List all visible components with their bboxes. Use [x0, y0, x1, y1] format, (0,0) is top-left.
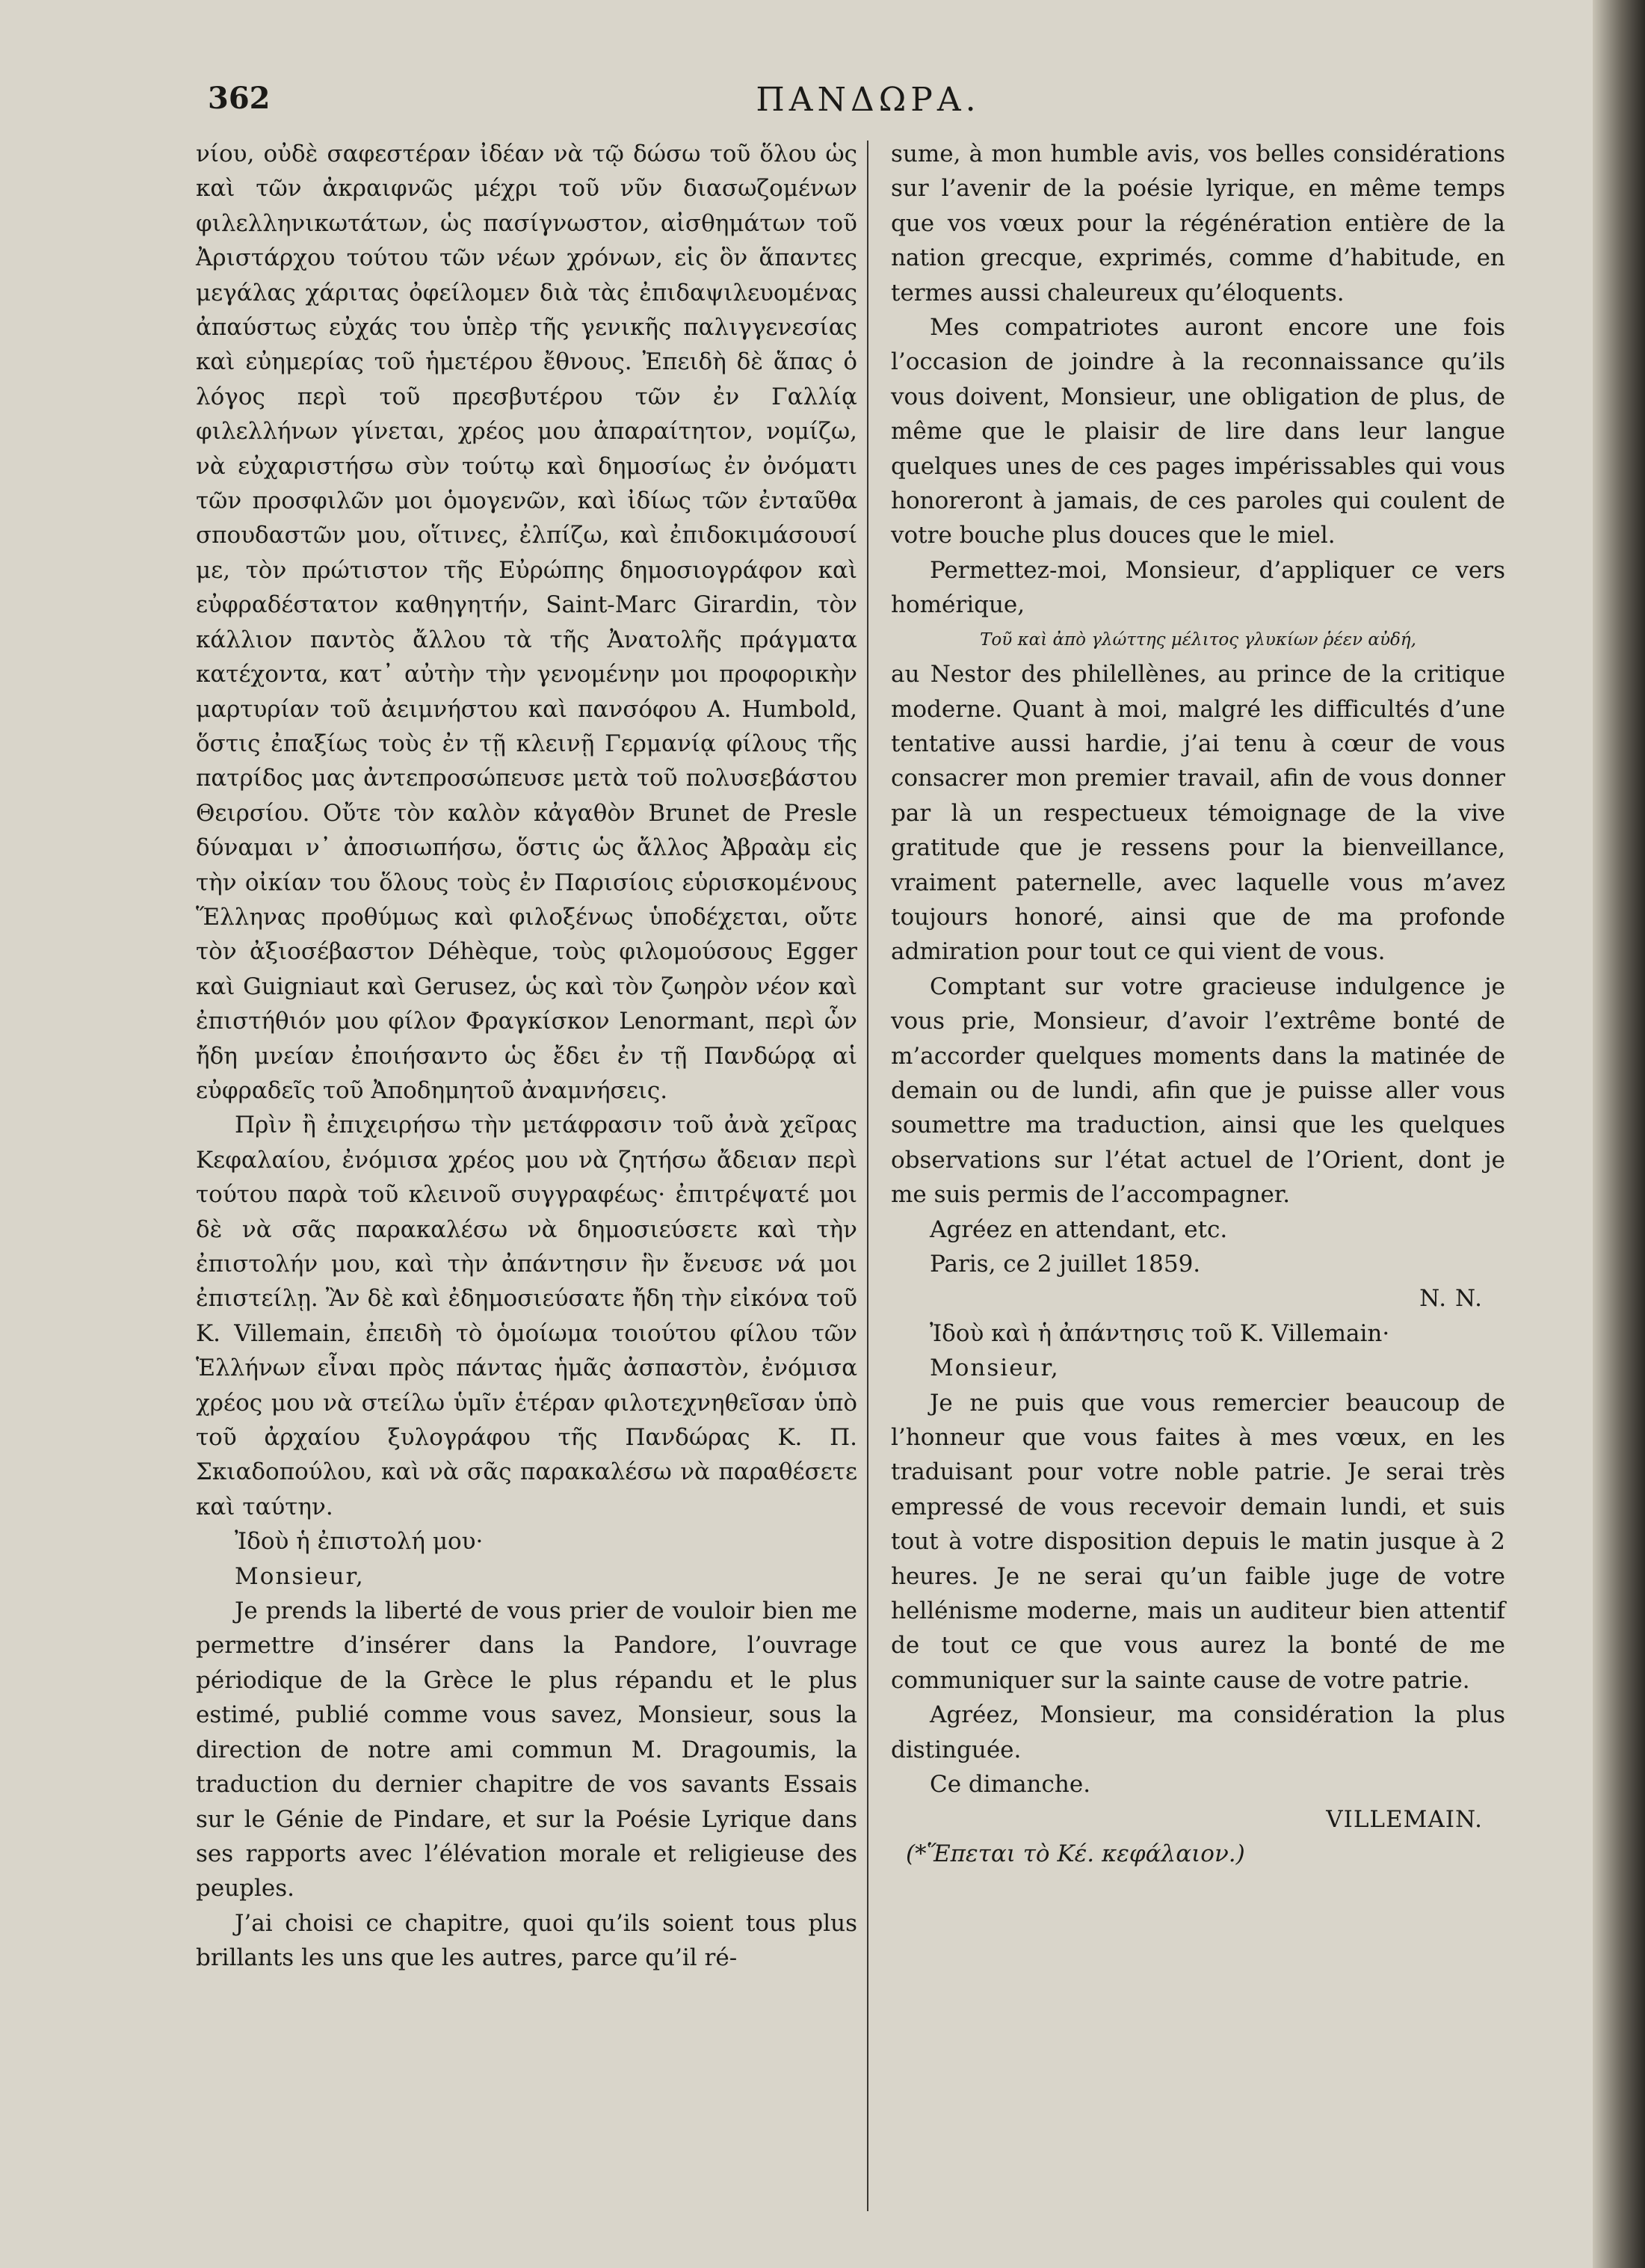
page-number: 362 [208, 81, 271, 116]
salutation: Monsieur, [930, 1355, 1060, 1382]
paragraph: au Nestor des philellènes, au prince de la critique moderne. Quant à moi, malgré les difficultés d’une tentative aussi hardie, j’ai tenu à cœur de vous consacrer mon premier travail, afin de vous donner par là un respectueux témoignage de la vive gratitude que je ressens pour la bienveillance, vraiment paternelle, avec laquelle vous m’avez toujours honoré, ainsi que de ma profonde admiration pour tout ce qui vient de vous. [891, 661, 1505, 966]
paragraph: Monsieur, [235, 1562, 365, 1590]
paragraph: Mes compatriotes auront encore une fois l’occasion de joindre à la reconnaissance qu’ils vous doivent, Monsieur, une obligation de plus, de même que le plaisir de lire dans leur langue quelques unes de ces pages impérissables qui vous honoreront à jamais, de ces paroles qui coulent de votre bouche plus douces que le miel. [891, 314, 1505, 549]
paragraph: Ἰδοὺ ἡ ἐπιστολή μου· [235, 1528, 484, 1556]
paragraph: Ἰδοὺ καὶ ἡ ἀπάντησις τοῦ Κ. Villemain· [930, 1319, 1390, 1347]
paragraph: νίου, οὐδὲ σαφεστέραν ἰδέαν νὰ τῷ δώσω τοῦ ὅλου ὡς καὶ τῶν ἀκραιφνῶς μέχρι τοῦ νῦν διασωζομένων φιλελληνικωτάτων, ὡς πασίγνωστον, αἰσθημάτων τοῦ Ἀριστάρχου τούτου τῶν νέων χρόνων, εἰς ὃν ἅπαντες μεγάλας χάριτας ὀφείλομεν διὰ τὰς ἐπιδαψιλευομένας ἀπαύστως εὐχάς του ὑπὲρ τῆς γενικῆς παλιγγενεσίας καὶ εὐημερίας τοῦ ἡμετέρου ἔθνους. Ἐπειδὴ δὲ ἅπας ὁ λόγος περὶ τοῦ πρεσβυτέρου τῶν ἐν Γαλλίᾳ φιλελλήνων γίνεται, χρέος μου ἀπαραίτητον, νομίζω, νὰ εὐχαριστήσω σὺν τούτῳ καὶ δημοσίως ἐν ὀνόματι τῶν προσφιλῶν μοι ὁμογενῶν, καὶ ἰδίως τῶν ἐνταῦθα σπουδαστῶν μου, οἵτινες, ἐλπίζω, καὶ ἐπιδοκιμάσουσί με, τὸν πρώτιστον τῆς Εὐρώπης δημοσιογράφον καὶ εὐφραδέστατον καθηγητήν, Saint-Marc Girardin, τὸν κάλλιον παντὸς ἄλλου τὰ τῆς Ἀνατολῆς πράγματα κατέχοντα, κατ᾽ αὐτὴν τὴν γενομένην μοι προφορικὴν μαρτυρίαν τοῦ ἀειμνήστου καὶ πανσόφου A. Humbold, ὅστις ἐπαξίως τοὺς ἐν τῇ κλεινῇ Γερμανίᾳ φίλους τῆς πατρίδος μας ἀντεπροσώπευσε μετὰ τοῦ πολυσεβάστου Θειρσίου. Οὔτε τὸν καλὸν κἀγαθὸν Brunet de Presle δύναμαι ν᾽ ἀποσιωπήσω, ὅστις ὡς ἄλλος Ἀβραὰμ εἰς τὴν οἰκίαν του ὅλους τοὺς ἐν Παρισίοις εὑρισκομένους Ἕλληνας προθύμως καὶ φιλοξένως ὑποδέχεται, οὔτε τὸν ἀξιοσέβαστον Déhèque, τοὺς φιλομούσους Egger καὶ Guigniaut καὶ Gerusez, ὡς καὶ τὸν ζωηρὸν νέον καὶ ἐπιστήθιόν μου φίλον Φραγκίσκον Lenormant, περὶ ὧν ἤδη μνείαν ἐποιήσαντο ὡς ἔδει ἐν τῇ Πανδώρᾳ αἱ εὐφραδεῖς τοῦ Ἀποδημητοῦ ἀναμνήσεις. [196, 141, 857, 1104]
paragraph: Πρὶν ἢ ἐπιχειρήσω τὴν μετάφρασιν τοῦ ἀνὰ χεῖρας Κεφαλαίου, ἐνόμισα χρέος μου νὰ ζητήσω ἄδειαν περὶ τούτου παρὰ τοῦ κλεινοῦ συγγραφέως· ἐπιτρέψατέ μοι δὲ νὰ σᾶς παρακαλέσω νὰ δημοσιεύσετε καὶ τὴν ἐπιστολήν μου, καὶ τὴν ἀπάντησιν ἣν ἔνευσε νά μοι ἐπιστείλῃ. Ἂν δὲ καὶ ἐδημοσιεύσατε ἤδη τὴν εἰκόνα τοῦ Κ. Villemain, ἐπειδὴ τὸ ὁμοίωμα τοιούτου φίλου τῶν Ἑλλήνων εἶναι πρὸς πάντας ἡμᾶς ἀσπαστὸν, ἐνόμισα χρέος μου νὰ στείλω ὑμῖν ἑτέραν φιλοτεχνηθεῖσαν ὑπὸ τοῦ ἀρχαίου ξυλογράφου τῆς Πανδώρας Κ. Π. Σκιαδοπούλου, καὶ νὰ σᾶς παρακαλέσω νὰ παραθέσετε καὶ ταύτην. [196, 1112, 857, 1520]
verse-quotation: Τοῦ καὶ ἀπὸ γλώττης μέλιτος γλυκίων ῥέεν αὐδή, [980, 629, 1416, 650]
signature: VILLEMAIN. [1326, 1805, 1483, 1833]
running-title: ΠΑΝΔΩΡΑ. [756, 81, 981, 119]
paragraph: Comptant sur votre gracieuse indulgence je vous prie, Monsieur, d’avoir l’extrême bonté de m’accorder quelques moments dans la matinée de demain ou de lundi, afin que je puisse aller vous soumettre ma traduction, ainsi que les quelques observations sur l’état actuel de l’Orient, dont je me suis permis de l’accompagner. [891, 973, 1505, 1209]
footnote: (*Ἕπεται τὸ Κέ. κεφάλαιον.) [906, 1840, 1245, 1867]
book-binding-edge [1593, 0, 1645, 2268]
page-header [196, 81, 1540, 133]
paragraph: Je prends la liberté de vous prier de vouloir bien me permettre d’insérer dans la Pandore, l’ouvrage périodique de la Grèce le plus répandu et le plus estimé, publié comme vous savez, Monsieur, sous la direction de notre ami commun M. Dragoumis, la traduction du dernier chapitre de vos savants Essais sur le Génie de Pindare, et sur la Poésie Lyrique dans ses rapports avec l’élévation morale et religieuse des peuples. [196, 1597, 857, 1902]
left-column [196, 137, 857, 1976]
closing-line: Agréez en attendant, etc. [930, 1215, 1228, 1243]
column-divider [867, 141, 868, 2211]
paragraph: Permettez-moi, Monsieur, d’appliquer ce vers homérique, [891, 556, 1505, 619]
date-line: Paris, ce 2 juillet 1859. [930, 1251, 1201, 1278]
paragraph: J’ai choisi ce chapitre, quoi qu’ils soient tous plus brillants les uns que les autres, parce qu’il ré- [196, 1909, 857, 1972]
signature: N. N. [1419, 1285, 1483, 1313]
paragraph: sume, à mon humble avis, vos belles considérations sur l’avenir de la poésie lyrique, en même temps que vos vœux pour la régénération entière de la nation grecque, exprimés, comme d’habitude, en termes aussi chaleureux qu’éloquents. [891, 141, 1505, 306]
paragraph: Je ne puis que vous remercier beaucoup de l’honneur que vous faites à mes vœux, en les traduisant pour votre noble patrie. Je serai très empressé de vous recevoir demain lundi, et suis tout à votre disposition depuis le matin jusque à 2 heures. Je ne serai qu’un faible juge de votre hellénisme moderne, mais un auditeur bien attentif de tout ce que vous aurez la bonté de me communiquer sur la sainte cause de votre patrie. [891, 1389, 1505, 1694]
closing-line: Agréez, Monsieur, ma considération la plus distinguée. [891, 1701, 1505, 1763]
right-column [891, 137, 1505, 1871]
date-line: Ce dimanche. [930, 1771, 1091, 1799]
